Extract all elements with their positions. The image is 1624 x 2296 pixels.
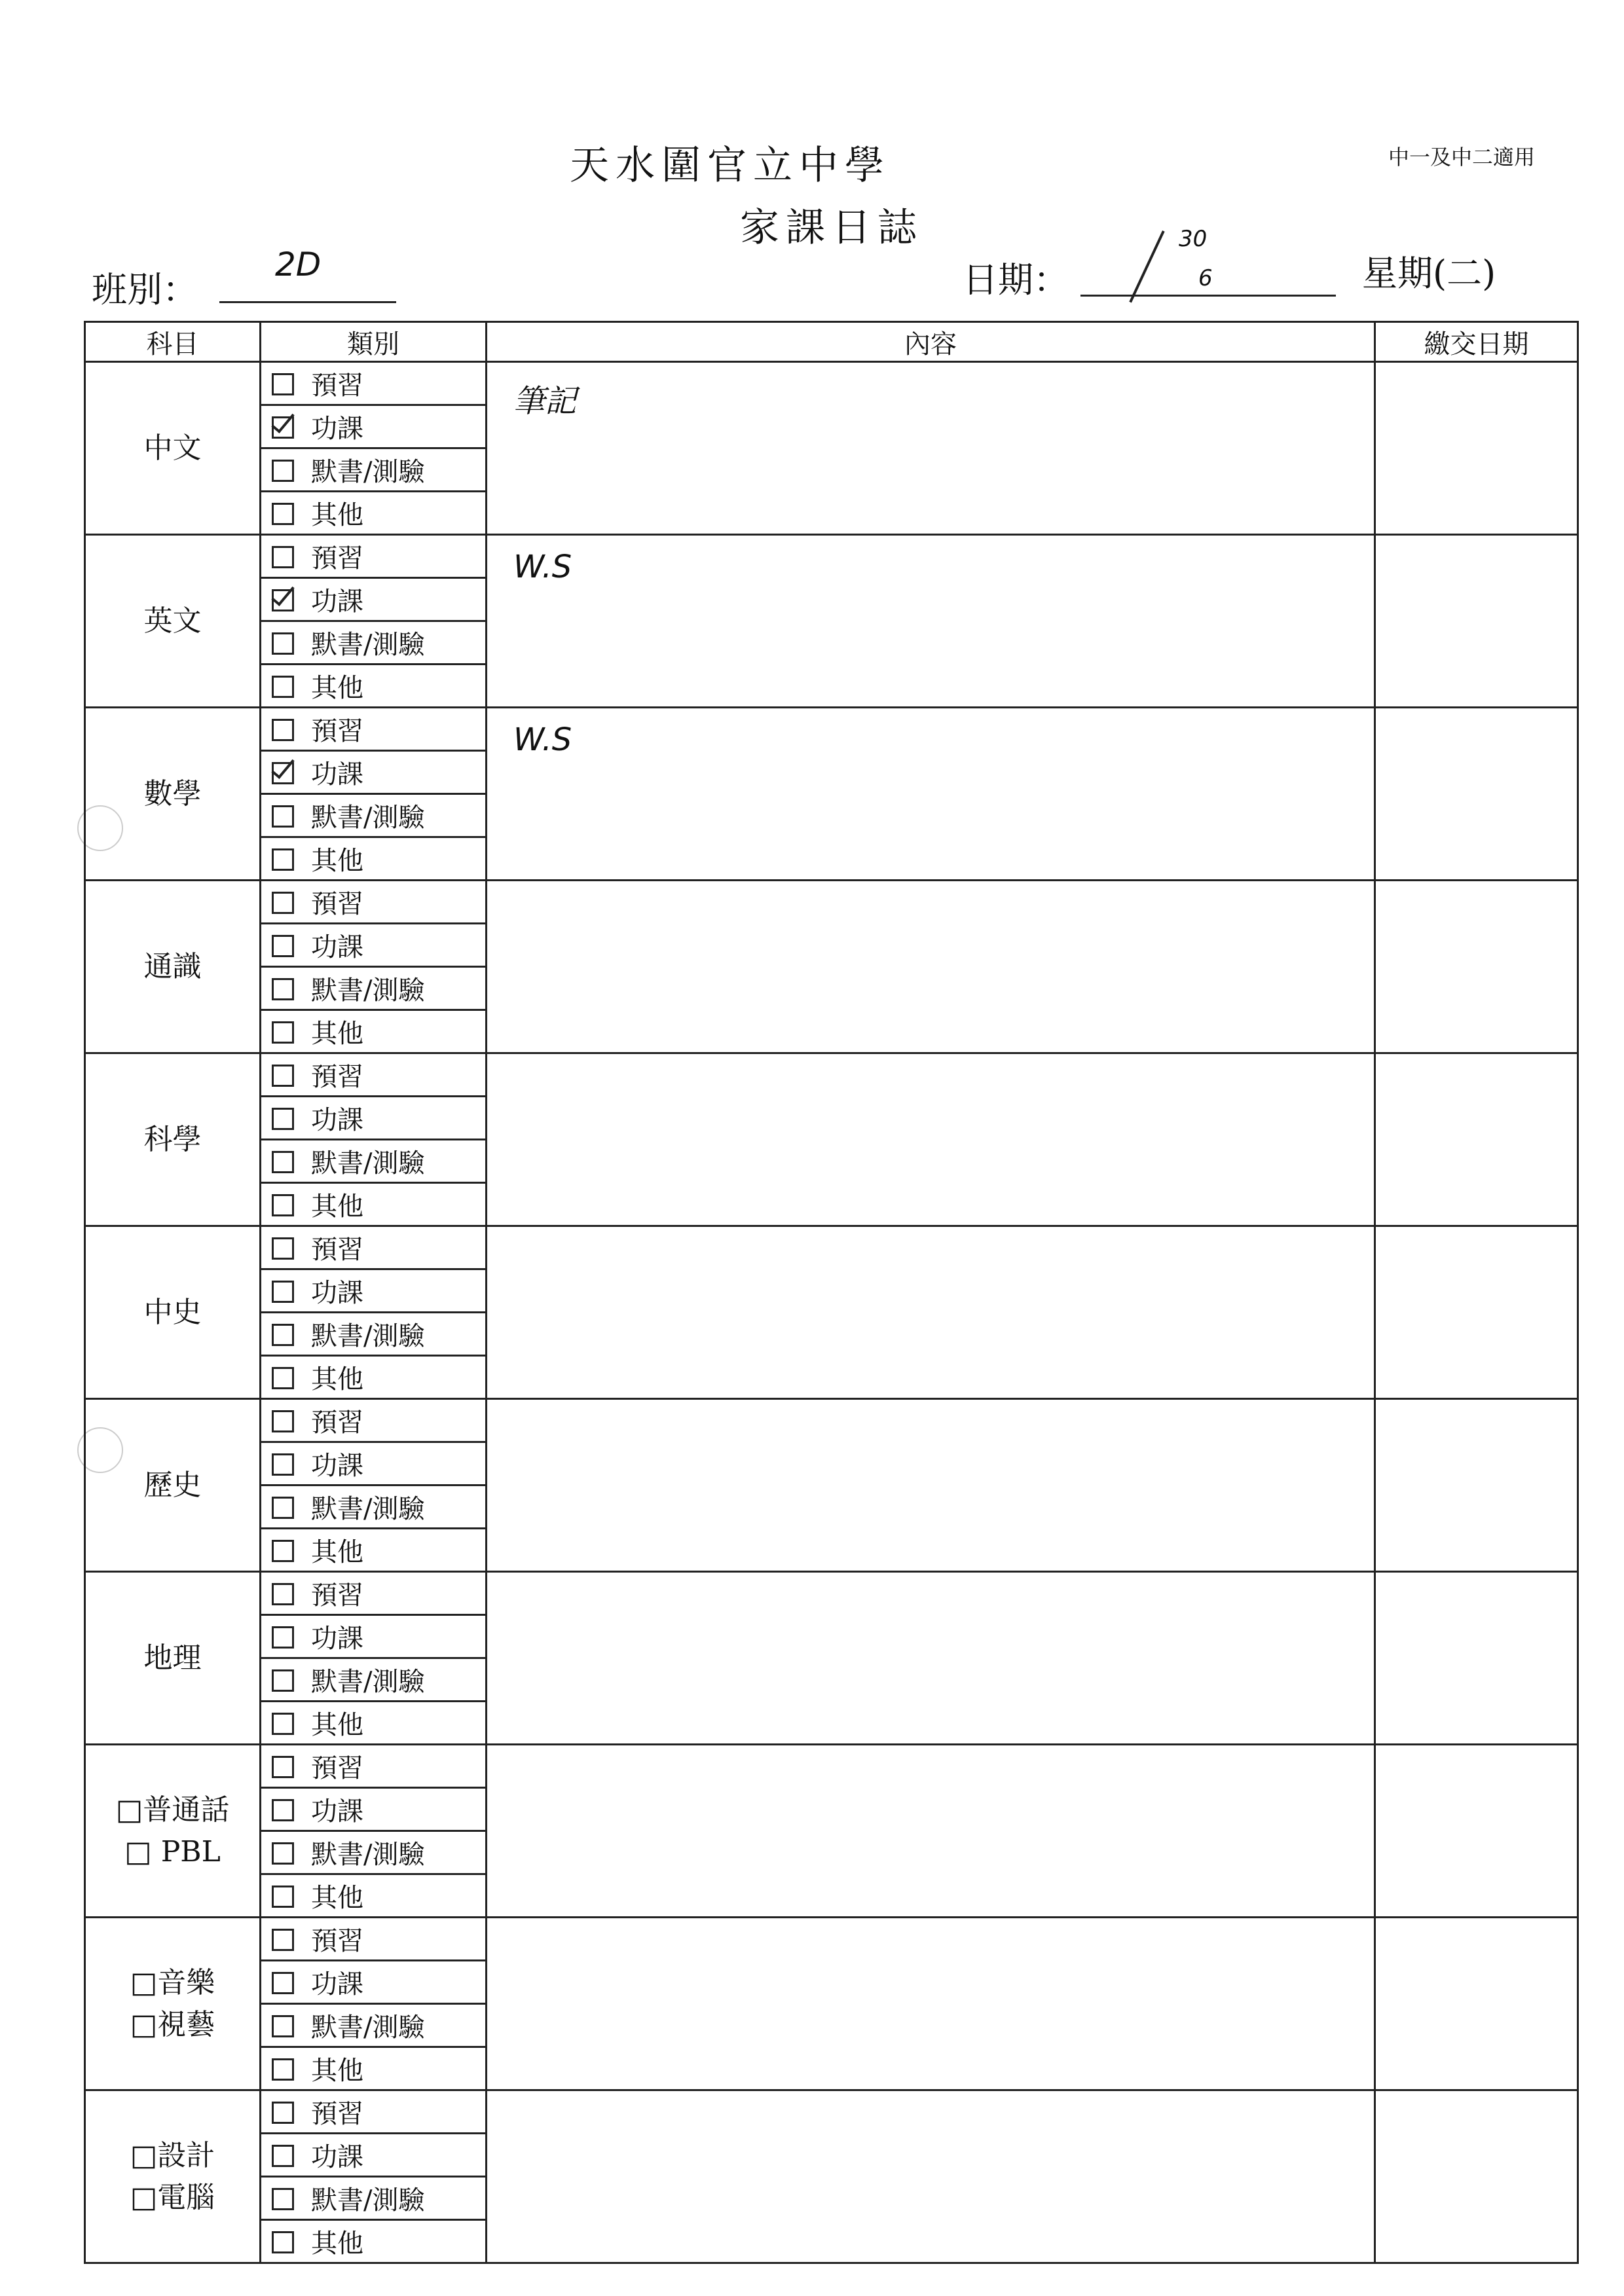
date-day-value[interactable]: 30 — [1179, 226, 1208, 252]
category-label: 默書/測驗 — [311, 2013, 425, 2043]
category-option[interactable] — [261, 1788, 487, 1831]
category-option[interactable] — [261, 2004, 487, 2047]
table-row — [85, 362, 1578, 405]
checkbox[interactable] — [272, 1929, 294, 1951]
category-option[interactable] — [261, 2134, 487, 2177]
checkbox[interactable] — [272, 2188, 294, 2210]
log-body — [85, 362, 1578, 2263]
category-option[interactable] — [261, 2047, 487, 2090]
due-date-cell[interactable] — [1375, 1918, 1578, 2090]
checkbox[interactable] — [272, 892, 294, 914]
subject-cell — [85, 708, 261, 881]
category-label: 預習 — [311, 2099, 363, 2129]
checkbox[interactable] — [272, 503, 294, 525]
subject-cell — [85, 535, 261, 708]
checkbox[interactable] — [272, 2058, 294, 2081]
subject-name: □設計 — [130, 2138, 215, 2172]
checkbox[interactable] — [272, 1713, 294, 1735]
category-label: 預習 — [311, 1580, 363, 1611]
category-option[interactable] — [261, 708, 487, 751]
category-label: 其他 — [311, 846, 363, 876]
checkbox[interactable] — [272, 1540, 294, 1562]
subject-cell — [85, 1745, 261, 1918]
category-label: 其他 — [311, 673, 363, 703]
subject-name: 歷史 — [143, 1468, 202, 1502]
class-label: 班別： — [92, 269, 198, 310]
table-row — [85, 1918, 1578, 1961]
homework-log-table — [84, 321, 1579, 2264]
category-label: 其他 — [311, 1364, 363, 1394]
checkbox[interactable] — [272, 935, 294, 957]
category-label: 預習 — [311, 1235, 363, 1265]
category-option[interactable] — [261, 1269, 487, 1313]
content-cell[interactable] — [487, 1226, 1375, 1399]
checkbox[interactable] — [272, 1237, 294, 1260]
category-option[interactable] — [261, 448, 487, 492]
category-label: 功課 — [311, 2142, 363, 2172]
table-row — [85, 1745, 1578, 1788]
class-value[interactable]: 2D — [275, 246, 322, 283]
content-cell[interactable] — [487, 881, 1375, 1053]
category-option[interactable] — [261, 1961, 487, 2004]
subject-cell — [85, 362, 261, 535]
category-label: 默書/測驗 — [311, 630, 425, 660]
checkbox[interactable] — [272, 1151, 294, 1173]
table-row — [85, 1572, 1578, 1615]
category-option[interactable] — [261, 1226, 487, 1269]
category-label: 功課 — [311, 1624, 363, 1654]
category-label: 預習 — [311, 1408, 363, 1438]
category-option[interactable] — [261, 2090, 487, 2134]
category-label: 預習 — [311, 889, 363, 919]
checkbox[interactable] — [272, 2145, 294, 2167]
category-label: 默書/測驗 — [311, 1148, 425, 1178]
checkbox[interactable] — [272, 1108, 294, 1130]
table-row — [85, 881, 1578, 924]
category-option[interactable] — [261, 1010, 487, 1053]
category-option[interactable] — [261, 2220, 487, 2263]
category-option[interactable] — [261, 665, 487, 708]
category-label: 預習 — [311, 716, 363, 746]
checkbox[interactable] — [272, 805, 294, 828]
due-date-cell[interactable] — [1375, 708, 1578, 881]
checkbox[interactable] — [272, 978, 294, 1000]
category-label: 其他 — [311, 500, 363, 530]
checkbox[interactable] — [272, 1281, 294, 1303]
subject-cell — [85, 1226, 261, 1399]
content-cell[interactable] — [487, 1399, 1375, 1572]
subject-name: □電腦 — [130, 2180, 215, 2214]
category-option[interactable] — [261, 1831, 487, 1874]
category-option[interactable] — [261, 1097, 487, 1140]
date-month-value[interactable]: 6 — [1198, 265, 1213, 291]
category-label: 預習 — [311, 1062, 363, 1092]
date-label: 日期： — [963, 259, 1069, 301]
category-label: 默書/測驗 — [311, 975, 425, 1006]
checkbox[interactable] — [272, 1324, 294, 1346]
category-option[interactable] — [261, 1313, 487, 1356]
date-field-line — [1080, 295, 1336, 297]
checkbox[interactable] — [272, 1886, 294, 1908]
checkbox[interactable] — [272, 2102, 294, 2124]
category-option[interactable] — [261, 492, 487, 535]
category-label: 其他 — [311, 1537, 363, 1567]
category-label: 功課 — [311, 932, 363, 962]
checkbox[interactable] — [272, 848, 294, 871]
category-option[interactable] — [261, 924, 487, 967]
category-label: 其他 — [311, 1019, 363, 1049]
category-option[interactable] — [261, 1399, 487, 1442]
table-row — [85, 1226, 1578, 1269]
category-option[interactable] — [261, 1053, 487, 1097]
category-label: 默書/測驗 — [311, 1494, 425, 1524]
checkbox[interactable] — [272, 1669, 294, 1692]
subject-name: □視藝 — [130, 2007, 215, 2041]
checked-checkbox[interactable] — [272, 416, 294, 439]
table-row — [85, 708, 1578, 751]
due-date-cell[interactable] — [1375, 1399, 1578, 1572]
checkbox[interactable] — [272, 2231, 294, 2253]
checkbox[interactable] — [272, 1626, 294, 1649]
checkbox[interactable] — [272, 1194, 294, 1216]
category-option[interactable] — [261, 1658, 487, 1702]
due-date-cell[interactable] — [1375, 1226, 1578, 1399]
category-option[interactable] — [261, 1485, 487, 1529]
subject-name: 中文 — [143, 431, 202, 465]
subject-name: 地理 — [143, 1641, 202, 1675]
due-date-cell[interactable] — [1375, 1053, 1578, 1226]
category-option[interactable] — [261, 405, 487, 448]
checkbox[interactable] — [272, 1497, 294, 1519]
category-label: 功課 — [311, 1969, 363, 1999]
category-option[interactable] — [261, 1183, 487, 1226]
checkbox[interactable] — [272, 719, 294, 741]
date-slash — [1129, 230, 1164, 302]
category-label: 功課 — [311, 759, 363, 790]
checkbox[interactable] — [272, 2015, 294, 2037]
content-column-header: 內容 — [487, 322, 1375, 362]
weekday-label: 星期(二) — [1362, 253, 1496, 294]
checkbox[interactable] — [272, 1367, 294, 1389]
category-label: 默書/測驗 — [311, 803, 425, 833]
checkbox[interactable] — [272, 1972, 294, 1994]
category-label: 預習 — [311, 543, 363, 574]
table-row — [85, 1053, 1578, 1097]
category-option[interactable] — [261, 621, 487, 665]
content-cell[interactable] — [487, 2090, 1375, 2263]
category-label: 預習 — [311, 1753, 363, 1783]
category-label: 默書/測驗 — [311, 1840, 425, 1870]
checkbox[interactable] — [272, 1842, 294, 1865]
due-date-cell[interactable] — [1375, 881, 1578, 1053]
subject-cell — [85, 1399, 261, 1572]
due-date-cell[interactable] — [1375, 1745, 1578, 1918]
category-label: 其他 — [311, 1710, 363, 1740]
category-option[interactable] — [261, 1442, 487, 1485]
category-label: 其他 — [311, 2229, 363, 2259]
due-date-cell[interactable] — [1375, 535, 1578, 708]
category-option[interactable] — [261, 1918, 487, 1961]
category-label: 其他 — [311, 2056, 363, 2086]
content-cell[interactable] — [487, 1745, 1375, 1918]
category-option[interactable] — [261, 535, 487, 578]
content-cell[interactable] — [487, 1053, 1375, 1226]
checkbox[interactable] — [272, 1799, 294, 1821]
form-title: 家課日誌 — [740, 205, 923, 251]
school-name: 天水圍官立中學 — [570, 143, 891, 189]
category-option[interactable] — [261, 1874, 487, 1918]
category-option[interactable] — [261, 967, 487, 1010]
subject-cell — [85, 1572, 261, 1745]
subject-cell — [85, 1053, 261, 1226]
category-label: 默書/測驗 — [311, 1321, 425, 1351]
category-option[interactable] — [261, 837, 487, 881]
category-label: 功課 — [311, 414, 363, 444]
category-label: 其他 — [311, 1192, 363, 1222]
checkbox[interactable] — [272, 460, 294, 482]
due-date-cell[interactable] — [1375, 362, 1578, 535]
category-option[interactable] — [261, 1572, 487, 1615]
category-label: 默書/測驗 — [311, 1667, 425, 1697]
category-option[interactable] — [261, 578, 487, 621]
subject-name: 數學 — [143, 776, 202, 811]
category-label: 功課 — [311, 587, 363, 617]
category-option[interactable] — [261, 1615, 487, 1658]
subject-name: □ PBL — [124, 1834, 221, 1868]
due-date-column-header: 繳交日期 — [1375, 322, 1578, 362]
checkbox[interactable] — [272, 676, 294, 698]
table-row — [85, 1399, 1578, 1442]
category-column-header: 類別 — [261, 322, 487, 362]
subject-name: 通識 — [143, 949, 202, 983]
subject-name: 英文 — [143, 604, 202, 638]
category-option[interactable] — [261, 1356, 487, 1399]
category-label: 預習 — [311, 1926, 363, 1956]
checkbox[interactable] — [272, 1065, 294, 1087]
category-label: 預習 — [311, 371, 363, 401]
category-option[interactable] — [261, 362, 487, 405]
category-option[interactable] — [261, 1745, 487, 1788]
table-row — [85, 535, 1578, 578]
checkbox[interactable] — [272, 373, 294, 395]
content-cell[interactable]: W.S — [487, 708, 1375, 881]
category-label: 功課 — [311, 1796, 363, 1827]
checkbox[interactable] — [272, 1410, 294, 1432]
content-cell[interactable] — [487, 1572, 1375, 1745]
content-cell[interactable] — [487, 1918, 1375, 2090]
due-date-cell[interactable] — [1375, 1572, 1578, 1745]
category-option[interactable] — [261, 751, 487, 794]
checkbox[interactable] — [272, 1583, 294, 1605]
category-label: 默書/測驗 — [311, 2185, 425, 2215]
checkbox[interactable] — [272, 546, 294, 568]
subject-name: □普通話 — [115, 1793, 230, 1827]
checkbox[interactable] — [272, 1756, 294, 1778]
category-option[interactable] — [261, 881, 487, 924]
category-option[interactable] — [261, 2177, 487, 2220]
category-label: 默書/測驗 — [311, 457, 425, 487]
category-label: 功課 — [311, 1278, 363, 1308]
category-option[interactable] — [261, 794, 487, 837]
category-option[interactable] — [261, 1702, 487, 1745]
category-label: 功課 — [311, 1105, 363, 1135]
subject-name: 科學 — [143, 1122, 202, 1156]
category-label: 功課 — [311, 1451, 363, 1481]
subject-cell — [85, 881, 261, 1053]
content-cell[interactable]: W.S — [487, 535, 1375, 708]
checkbox[interactable] — [272, 1453, 294, 1476]
table-row — [85, 2090, 1578, 2134]
subject-name: 中史 — [143, 1295, 202, 1329]
checkbox[interactable] — [272, 632, 294, 655]
class-field-line — [219, 301, 396, 303]
category-label: 其他 — [311, 1883, 363, 1913]
checkbox[interactable] — [272, 1021, 294, 1044]
category-option[interactable] — [261, 1140, 487, 1183]
subject-name: □音樂 — [130, 1965, 215, 1999]
subject-column-header: 科目 — [85, 322, 261, 362]
grade-note: 中一及中二適用 — [1388, 145, 1536, 170]
category-option[interactable] — [261, 1529, 487, 1572]
checked-checkbox[interactable] — [272, 762, 294, 784]
subject-cell — [85, 2090, 261, 2263]
subject-cell — [85, 1918, 261, 2090]
checked-checkbox[interactable] — [272, 589, 294, 611]
content-cell[interactable]: 筆記 — [487, 362, 1375, 535]
due-date-cell[interactable] — [1375, 2090, 1578, 2263]
